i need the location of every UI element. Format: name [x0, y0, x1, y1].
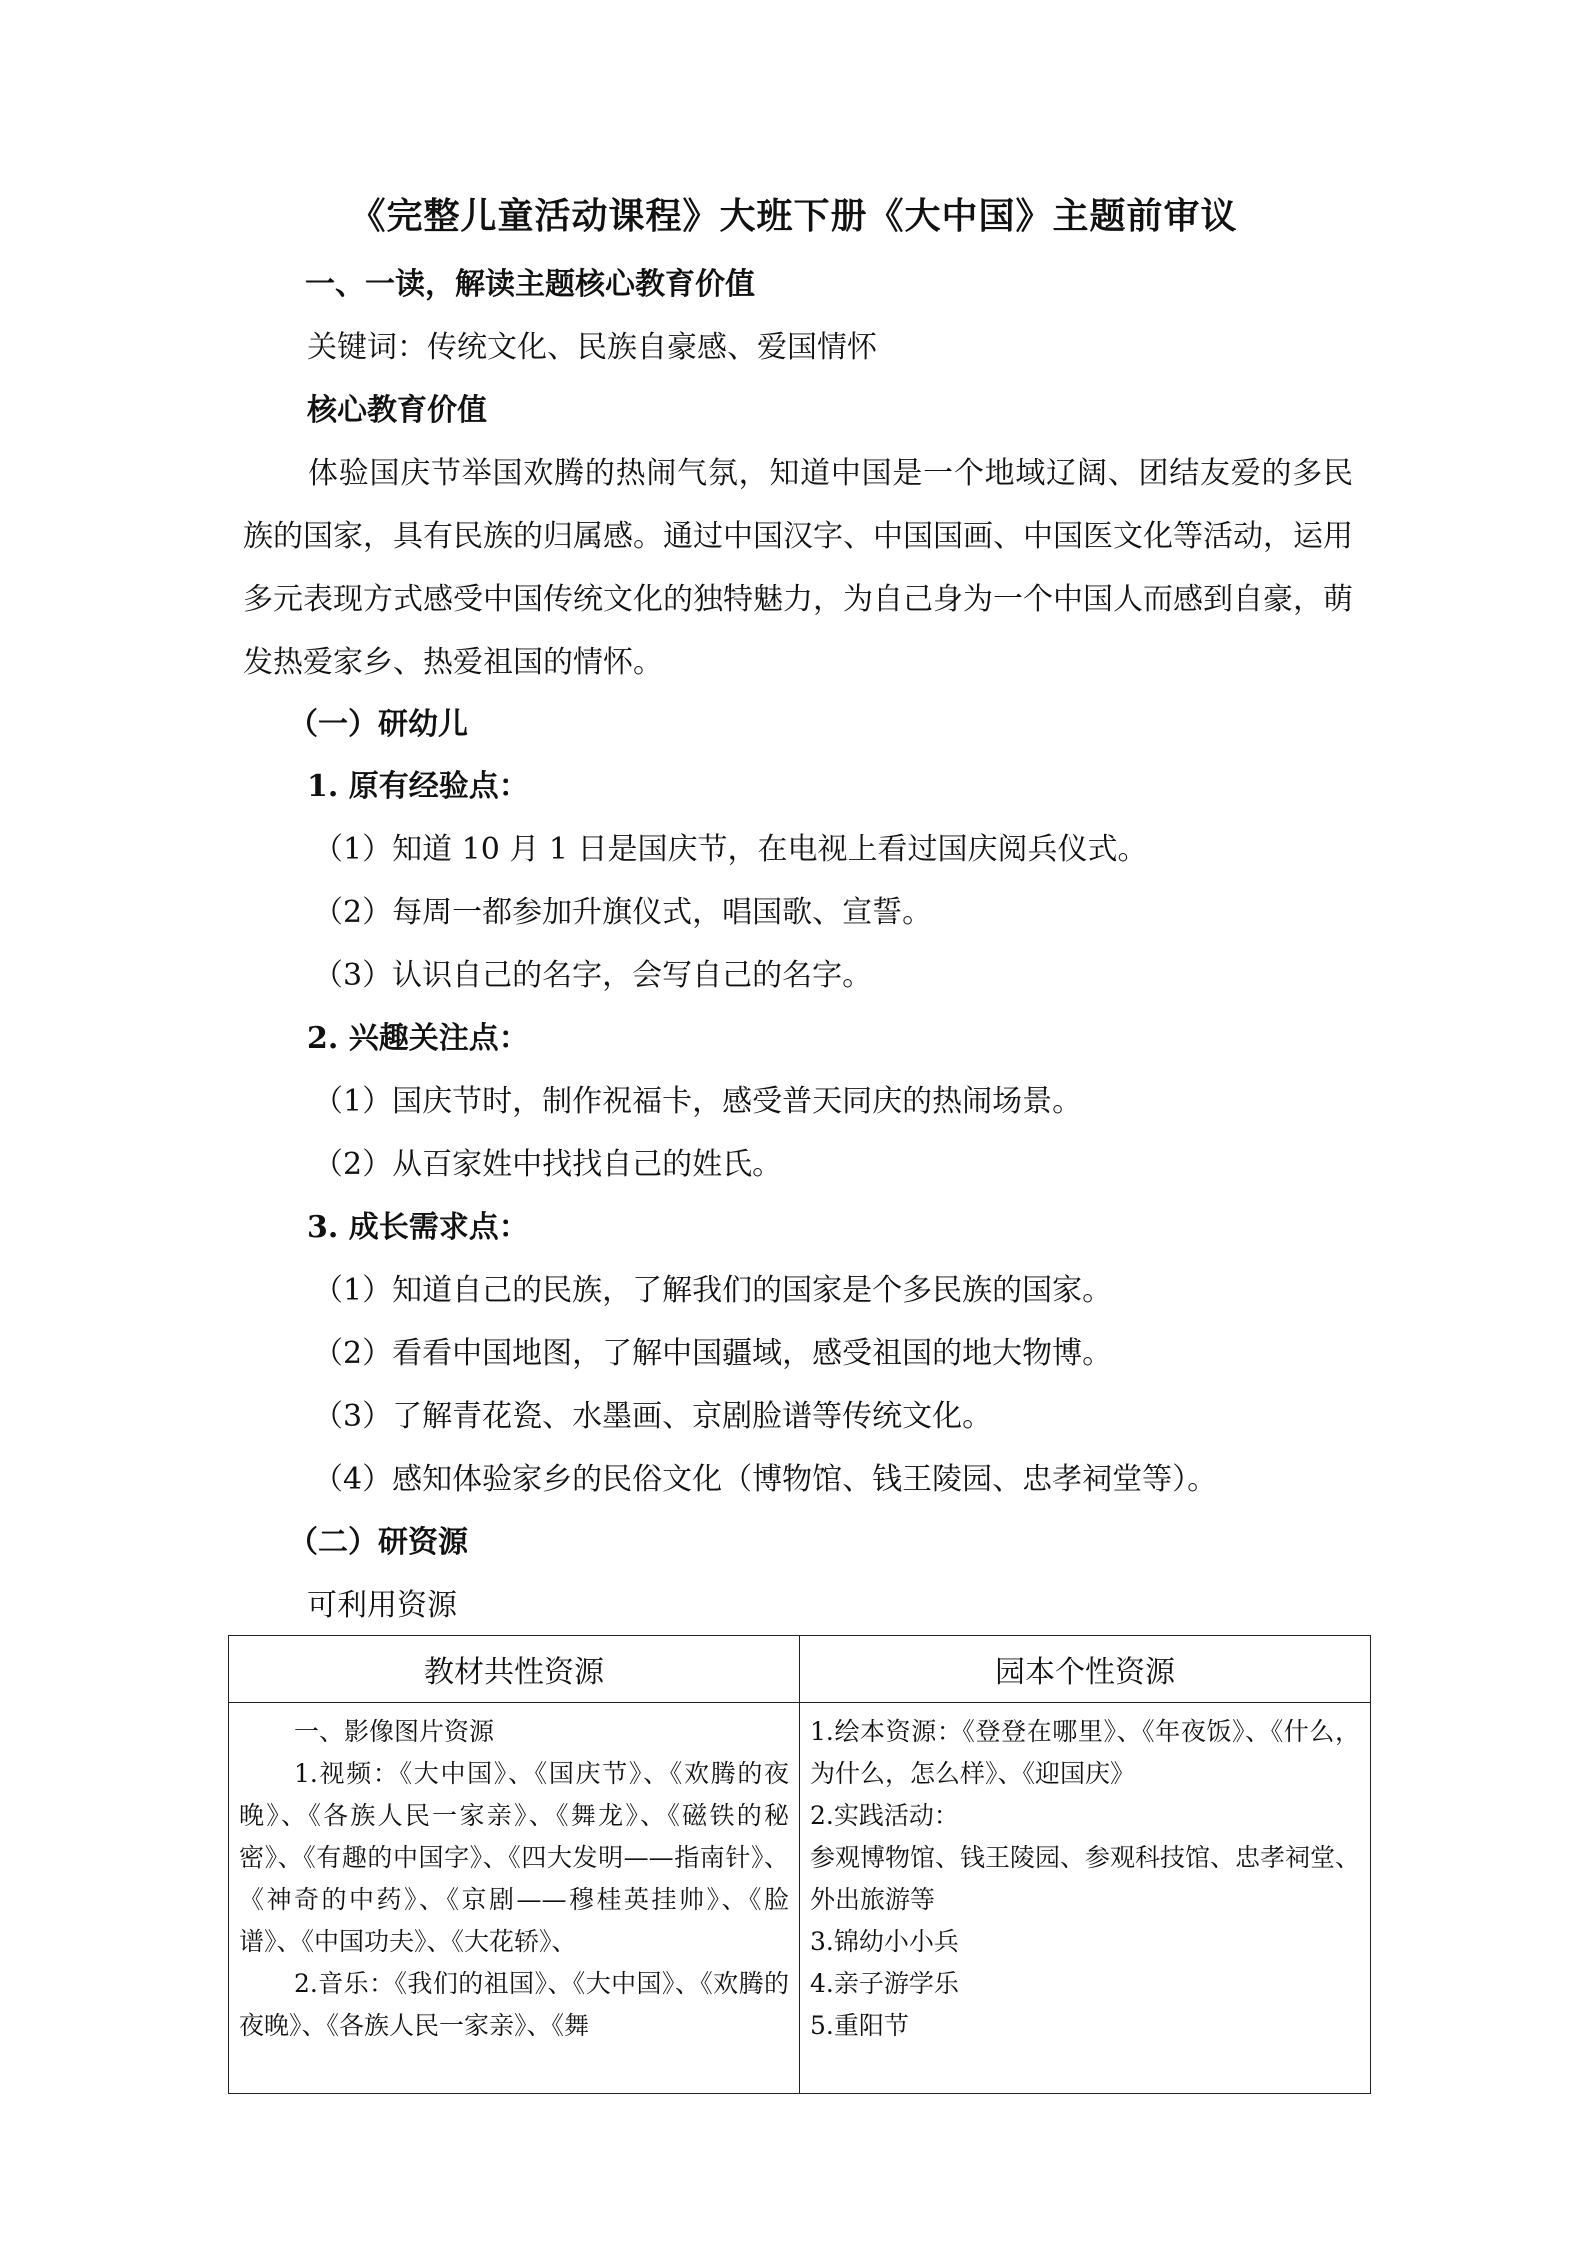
growth-item: （2）看看中国地图，了解中国疆域，感受祖国的地大物博。 — [313, 1336, 1113, 1371]
col-header-shared: 教材共性资源 — [229, 1636, 800, 1703]
section1-heading: 一、一读，解读主题核心教育价值 — [305, 267, 755, 302]
interest-item: （2）从百家姓中找找自己的姓氏。 — [313, 1147, 783, 1182]
interest-heading: 2. 兴趣关注点： — [307, 1021, 529, 1056]
school-resources-cell — [800, 1703, 1371, 2094]
experience-item: （2）每周一都参加升旗仪式，唱国歌、宣誓。 — [313, 895, 933, 930]
core-value-paragraph — [243, 442, 1353, 694]
growth-item: （4）感知体验家乡的民俗文化（博物馆、钱王陵园、忠孝祠堂等）。 — [313, 1462, 1218, 1497]
school-resource-item: 1.绘本资源：《登登在哪里》、《年夜饭》、《什么，为什么，怎么样》、《迎国庆》 — [810, 1717, 1360, 1788]
school-resource-item: 参观博物馆、钱王陵园、参观科技馆、忠孝祠堂、外出旅游等 — [810, 1843, 1361, 1914]
shared-resource-heading: 一、影像图片资源 — [294, 1717, 495, 1746]
shared-resource-videos: 1.视频：《大中国》、《国庆节》、《欢腾的夜晚》、《各族人民一家亲》、《舞龙》、《磁铁的秘密》、《有趣的中国字》、《四大发明——指南针》、《神奇的中药》、《京剧——穆桂英挂帅》、《脸谱》、《中国功夫》、《大花轿》、 — [239, 1759, 789, 1956]
school-resource-item: 2.实践活动： — [810, 1801, 959, 1830]
shared-resources-cell — [229, 1703, 800, 2094]
experience-item: （1）知道 10 月 1 日是国庆节，在电视上看过国庆阅兵仪式。 — [313, 832, 1148, 867]
school-resource-item: 5.重阳节 — [810, 2011, 909, 2040]
resources-label: 可利用资源 — [307, 1588, 457, 1623]
core-value-text: 体验国庆节举国欢腾的热闹气氛，知道中国是一个地域辽阔、团结友爱的多民族的国家，具有民族的归属感。通过中国汉字、中国国画、中国医文化等活动，运用多元表现方式感受中国传统文化的独特魅力，为自己身为一个中国人而感到自豪，萌发热爱家乡、热爱祖国的情怀。 — [243, 456, 1353, 680]
growth-item: （1）知道自己的民族，了解我们的国家是个多民族的国家。 — [313, 1273, 1113, 1308]
table-header-row — [229, 1636, 1371, 1703]
school-resource-item: 4.亲子游学乐 — [810, 1969, 959, 1998]
growth-item: （3）了解青花瓷、水墨画、京剧脸谱等传统文化。 — [313, 1399, 993, 1434]
col-header-school: 园本个性资源 — [800, 1636, 1371, 1703]
sub1-heading: （一）研幼儿 — [288, 707, 468, 742]
interest-item: （1）国庆节时，制作祝福卡，感受普天同庆的热闹场景。 — [313, 1084, 1083, 1119]
experience-heading: 1. 原有经验点： — [307, 769, 529, 804]
school-resource-item: 3.锦幼小小兵 — [810, 1927, 959, 1956]
shared-resource-music: 2.音乐：《我们的祖国》、《大中国》、《欢腾的夜晚》、《各族人民一家亲》、《舞 — [239, 1969, 789, 2040]
keywords-line: 关键词：传统文化、民族自豪感、爱国情怀 — [307, 330, 877, 365]
growth-heading: 3. 成长需求点： — [307, 1210, 529, 1245]
table-row — [229, 1703, 1371, 2094]
resources-table — [228, 1635, 1371, 2094]
sub2-heading: （二）研资源 — [288, 1525, 468, 1560]
experience-item: （3）认识自己的名字，会写自己的名字。 — [313, 958, 873, 993]
core-value-heading: 核心教育价值 — [307, 393, 487, 428]
document-title: 《完整儿童活动课程》大班下册《大中国》主题前审议 — [349, 195, 1238, 237]
